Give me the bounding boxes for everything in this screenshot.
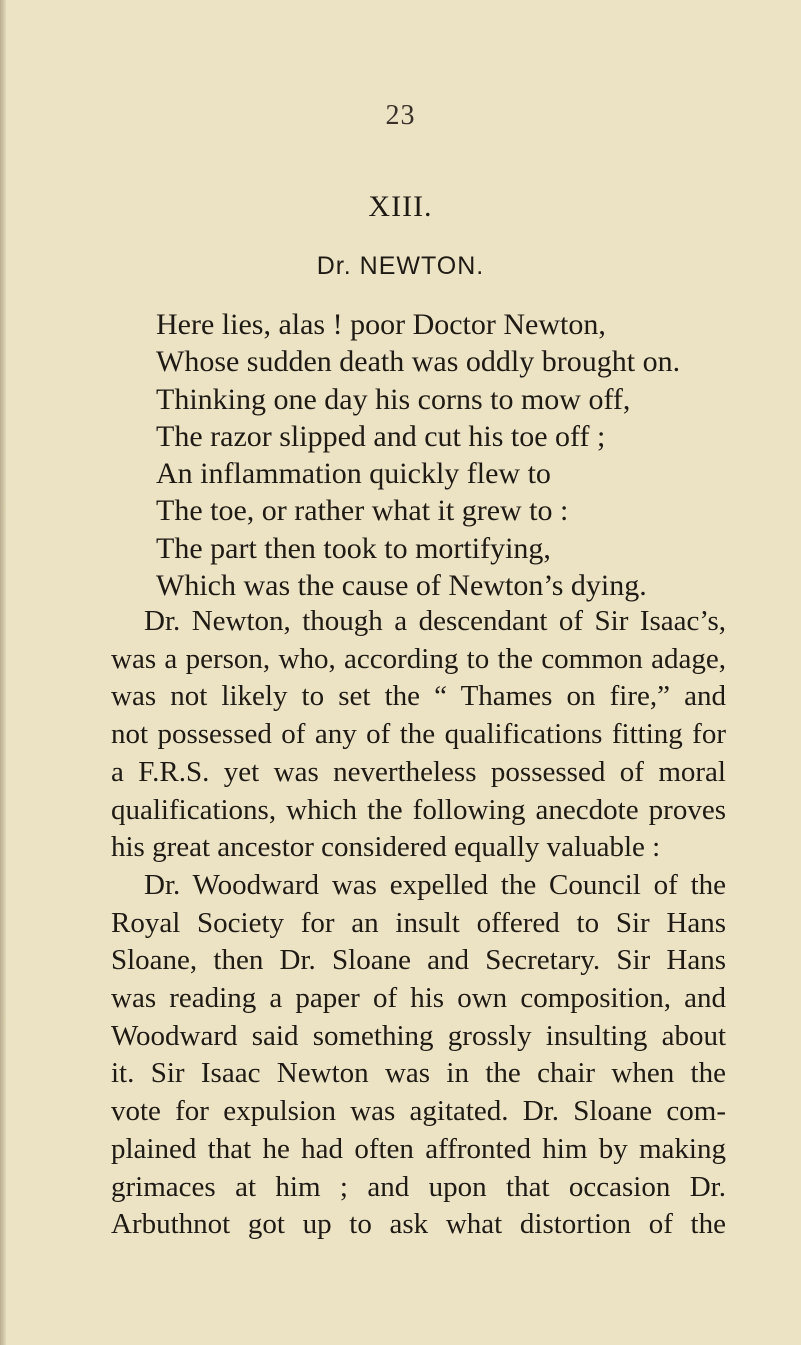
page-number: 23 — [385, 100, 416, 131]
prose-line: not possessed of any of the qualifications fitting for — [111, 718, 726, 751]
poem-stanza — [156, 306, 786, 604]
prose-line: Dr. Newton, though a descendant of Sir Isaac’s, — [144, 605, 726, 637]
poem-line: An inflammation quickly flew to — [156, 457, 551, 491]
poem-line: Thinking one day his corns to mow off, — [156, 382, 631, 416]
poem-line: The razor slipped and cut his toe off ; — [156, 419, 606, 453]
poem-line: The part then took to mortifying, — [156, 531, 551, 565]
prose-line: Royal Society for an insult offered to Sir Hans — [111, 906, 726, 939]
section-number: XIII. — [368, 190, 433, 223]
prose-line: grimaces at him ; and upon that occasion Dr. — [111, 1170, 726, 1203]
prose-line: was a person, who, according to the common adage, — [111, 642, 726, 675]
prose-line: Sloane, then Dr. Sloane and Secretary. Sir Hans — [111, 944, 726, 977]
poem-title: Dr. NEWTON. — [316, 252, 485, 280]
prose-line: his great ancestor considered equally valuable : — [111, 831, 661, 864]
poem-line: Here lies, alas ! poor Doctor Newton, — [156, 308, 606, 341]
prose-line: it. Sir Isaac Newton was in the chair when the — [111, 1057, 726, 1090]
prose-line: a F.R.S. yet was nevertheless possessed of moral — [111, 755, 726, 788]
prose-line: Woodward said something grossly insulting about — [111, 1019, 726, 1052]
prose-line: plained that he had often affronted him by making — [111, 1132, 726, 1165]
prose-line: was not likely to set the “ Thames on fire,” and — [111, 680, 726, 713]
prose-line: was reading a paper of his own composition, and — [111, 982, 726, 1015]
poem-line: The toe, or rather what it grew to : — [156, 494, 569, 528]
prose-line: qualifications, which the following anecdote proves — [111, 793, 726, 826]
poem-line: Which was the cause of Newton’s dying. — [156, 569, 647, 603]
prose-line: Arbuthnot got up to ask what distortion of the — [111, 1208, 726, 1241]
prose-commentary — [111, 603, 726, 1244]
poem-line: Whose sudden death was oddly brought on. — [156, 345, 681, 379]
prose-line: Dr. Woodward was expelled the Council of the — [144, 868, 726, 901]
prose-line: vote for expulsion was agitated. Dr. Sloane com- — [111, 1095, 726, 1128]
